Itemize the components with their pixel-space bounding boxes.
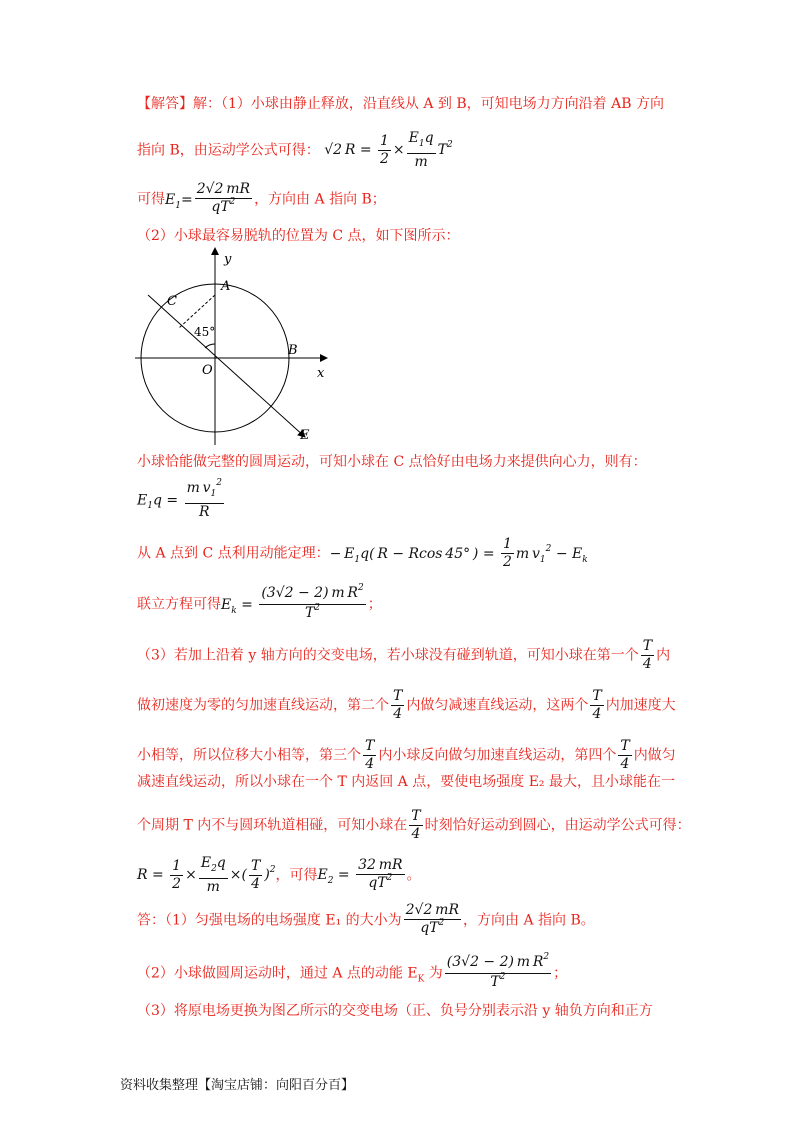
solution-line-9	[137, 638, 670, 673]
solution-text-14: ，可得	[275, 867, 318, 884]
answer-text-1: 答：（1）匀强电场的电场强度 E₁ 的大小为	[137, 912, 402, 929]
answer-tag: 【解答】	[137, 96, 193, 112]
equation-centripetal: $E_1q$ = $\frac{m v_1^2}{R}$	[137, 478, 223, 520]
equation-e1: $E_1=$ $\frac{2√2 mR}{qT^2}$	[165, 181, 251, 215]
solution-text-10c: 内加速度大	[605, 697, 676, 714]
answer-text-1-post: ，方向由 A 指向 B。	[463, 912, 595, 929]
answer-e1: $\frac{2√2 mR}{qT^2}$	[405, 902, 459, 936]
answer-text-3: （3）将原电场更换为图乙所示的交变电场（正、负号分别表示沿 y 轴负方向和正方	[137, 1003, 653, 1019]
answer-line-3	[137, 1001, 653, 1021]
label-b: B	[288, 343, 298, 358]
solution-line-2	[137, 130, 453, 171]
answer-line-2	[137, 954, 567, 993]
solution-line-3	[137, 181, 386, 218]
solution-line-5	[137, 452, 647, 472]
equation-ek: $E_k$ = $\frac{(3√2 - 2) m R^2}{T^2}$	[221, 583, 364, 621]
solution-text-10a: 做初速度为零的匀加速直线运动，第二个	[137, 697, 389, 714]
solution-text-12: 减速直线运动，所以小球在一个 T 内返回 A 点，要使电场强度 E₂ 最大，且小球能在一	[137, 774, 675, 790]
circle-diagram	[135, 245, 340, 445]
label-o: O	[202, 363, 213, 378]
solution-text-9a: （3）若加上沿着 y 轴方向的交变电场，若小球没有碰到轨道，可知小球在第一个	[137, 647, 639, 664]
answer-text-2: （2）小球做圆周运动时，通过 A 点的动能 E	[137, 965, 418, 982]
solution-text-8: 联立方程可得	[137, 596, 221, 613]
frac-t4: $\frac{T}{4}$	[620, 738, 630, 772]
solution-text-1: 解：（1）小球由静止释放，沿直线从 A 到 B，可知电场力方向沿着 AB 方向	[193, 96, 664, 112]
solution-text-10b: 内做匀减速直线运动，这两个	[406, 697, 589, 714]
frac-t4: $\frac{T}{4}$	[365, 738, 375, 772]
line-e	[148, 295, 305, 437]
solution-text-14-end: 。	[406, 867, 421, 884]
solution-text-13b: 时刻恰好运动到圆心，由运动学公式可得：	[424, 817, 691, 834]
footer-source: 资料收集整理【淘宝店铺：向阳百分百】	[120, 1078, 355, 1093]
solution-line-11	[137, 738, 676, 773]
solution-line-14	[137, 855, 421, 896]
answer-text-2-post: ；	[553, 965, 568, 982]
solution-text-5: 小球恰能做完整的圆周运动，可知小球在 C 点恰好由电场力来提供向心力，则有：	[137, 454, 647, 470]
solution-text-11a: 小相等，所以位移大小相等，第三个	[137, 747, 361, 764]
frac-t4: $\frac{T}{4}$	[393, 688, 403, 722]
label-x: x	[317, 366, 325, 381]
frac-t4: $\frac{T}{4}$	[411, 808, 421, 842]
text-then: 可得	[137, 191, 165, 208]
text-direction: ，方向由 A 指向 B；	[254, 191, 386, 208]
solution-line-8: 联立方程可得$E_k$ = $\frac{(3√2 - 2) m R^2}{T^2}$ ；	[137, 583, 382, 621]
label-a: A	[221, 279, 231, 294]
solution-line-12	[137, 772, 675, 792]
solution-text-11b: 内小球反向做匀加速直线运动，第四个	[378, 747, 617, 764]
solution-line-1	[137, 94, 664, 114]
solution-line-13	[137, 808, 691, 843]
answer-text-2-mid: 为	[424, 965, 443, 982]
solution-text-11c: 内做匀	[633, 747, 676, 764]
solution-line-4	[137, 226, 460, 246]
answer-sub-k: K	[417, 974, 425, 985]
solution-text-7: 从 A 点到 C 点利用动能定理：	[137, 545, 330, 562]
solution-text-4: （2）小球最容易脱轨的位置为 C 点，如下图所示：	[137, 228, 460, 244]
solution-line-10	[137, 688, 676, 723]
label-c: C	[167, 294, 177, 309]
frac-t4: $\frac{T}{4}$	[642, 638, 653, 672]
label-angle: 45°	[194, 325, 216, 339]
frac-t4: $\frac{T}{4}$	[592, 688, 602, 722]
equation-1: √2 R = $\frac{1}{2}$ × $\frac{E_1q}{m}$ $T^2$	[324, 130, 453, 170]
dashed-line-ac	[179, 295, 215, 328]
solution-text-9b: 内	[656, 647, 671, 664]
answer-ek: $\frac{(3√2 - 2) m R^2}{T^2}$	[446, 952, 550, 990]
solution-text-2: 指向 B，由运动学公式可得：	[137, 142, 320, 159]
label-e: E	[300, 428, 310, 443]
label-y: y	[224, 252, 232, 267]
solution-line-7	[137, 536, 588, 571]
answer-line-1	[137, 902, 595, 939]
equation-e2: $E_2$ = $\frac{32 mR}{qT^2}$	[317, 856, 403, 891]
equation-energy: − $E_1q$( R − Rcos 45° ) = $\frac{1}{2}$ m $v_1^2 - E_k$	[329, 536, 588, 570]
solution-text-13a: 个周期 T 内不与圆环轨道相碰，可知小球在	[137, 817, 408, 834]
equation-r: R = $\frac{1}{2}$ × $\frac{E_2q}{m}$ ×( $\frac{T}{4}$ )$^2$	[137, 855, 276, 895]
